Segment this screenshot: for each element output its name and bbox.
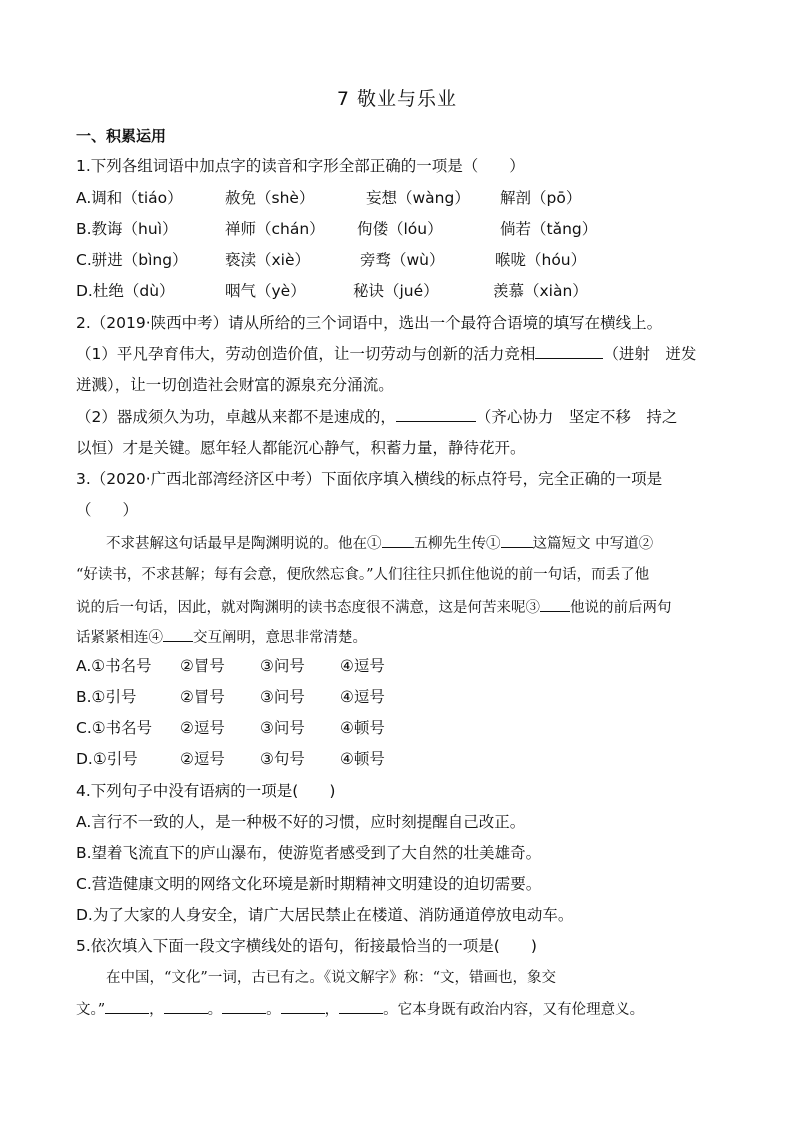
- fill-blank[interactable]: [281, 999, 325, 1014]
- passage-text: 他说的前后两句: [570, 600, 672, 616]
- option-d-2: ②逗号: [180, 750, 225, 768]
- passage-line: [76, 999, 644, 1020]
- question-2-part2-cont: 以恒）才是关键。愿年轻人都能沉心静气，积蓄力量，静待花开。: [76, 439, 526, 457]
- option-b-4: 倘若（tǎng）: [500, 220, 598, 238]
- passage-line: [106, 533, 653, 554]
- passage-text: 说的后一句话，因此，就对陶渊明的读书态度很不满意，这是何苦来呢③: [76, 600, 540, 616]
- question-3-option-b[interactable]: [76, 687, 385, 707]
- option-c-4: 喉咙（hóu）: [495, 251, 587, 269]
- question-4-option-b[interactable]: B.望着飞流直下的庐山瀑布，使游览者感受到了大自然的壮美雄奇。: [76, 844, 542, 862]
- question-2-part2: [76, 407, 677, 427]
- question-3-option-c[interactable]: [76, 718, 385, 738]
- option-a-1: A.调和（tiáo）: [76, 189, 183, 207]
- passage-punct: 。: [266, 1002, 281, 1018]
- passage-line: 在中国，“文化”一词，古已有之。《说文解字》称：“文，错画也，象交: [106, 970, 556, 986]
- question-3-option-a[interactable]: [76, 656, 385, 676]
- question-4-option-d[interactable]: D.为了大家的人身安全，请广大居民禁止在楼道、消防通道停放电动车。: [76, 906, 574, 924]
- option-b-4: ④逗号: [340, 688, 385, 706]
- question-2-part1-choices: （进射 迸发: [603, 345, 697, 363]
- option-c-3: 旁骛（wù）: [360, 251, 445, 269]
- fill-blank[interactable]: [339, 999, 383, 1014]
- question-2-part2-text: （2）器成须久为功，卓越从来都不是速成的，: [76, 408, 396, 426]
- passage-text: 交互阐明，意思非常清楚。: [193, 630, 367, 646]
- passage-line: [76, 597, 672, 618]
- option-d-4: ④顿号: [340, 750, 385, 768]
- lesson-title: 7 敬业与乐业: [336, 88, 458, 110]
- question-1-stem: 1.下列各组词语中加点字的读音和字形全部正确的一项是（ ）: [76, 157, 525, 175]
- option-c-4: ④顿号: [340, 719, 385, 737]
- option-b-3: ③问号: [260, 688, 305, 706]
- question-1-option-c[interactable]: [76, 250, 586, 270]
- question-3-stem: 3.（2020·广西北部湾经济区中考）下面依序填入横线的标点符号，完全正确的一项是: [76, 470, 663, 488]
- option-a-4: 解剖（pō）: [500, 189, 582, 207]
- option-d-3: ③句号: [260, 750, 305, 768]
- option-d-1: D.①引号: [76, 750, 138, 768]
- option-c-1: C.骈进（bìng）: [76, 251, 188, 269]
- section-heading: 一、积累运用: [76, 127, 167, 145]
- question-2-part1-text: （1）平凡孕育伟大，劳动创造价值，让一切劳动与创新的活力竞相: [76, 345, 536, 363]
- option-a-3: ③问号: [260, 657, 305, 675]
- question-2-stem: 2.（2019·陕西中考）请从所给的三个词语中，选出一个最符合语境的填写在横线上。: [76, 314, 663, 332]
- passage-punct: ，: [324, 1002, 340, 1018]
- fill-blank[interactable]: [382, 533, 414, 548]
- option-d-3: 秘诀（jué）: [353, 282, 439, 300]
- passage-text: 。它本身既有政治内容，又有伦理意义。: [383, 1002, 645, 1018]
- fill-blank[interactable]: [501, 533, 533, 548]
- passage-text: 这篇短文 中写道②: [532, 536, 654, 552]
- option-a-2: ②冒号: [180, 657, 225, 675]
- question-2-part2-choices: （齐心协力 坚定不移 持之: [475, 408, 678, 426]
- option-a-1: A.①书名号: [76, 657, 152, 675]
- question-4-option-c[interactable]: C.营造健康文明的网络文化环境是新时期精神文明建设的迫切需要。: [76, 875, 542, 893]
- question-4-stem: 4.下列句子中没有语病的一项是( ): [76, 782, 336, 800]
- option-c-3: ③问号: [260, 719, 305, 737]
- fill-blank[interactable]: [222, 999, 266, 1014]
- option-a-4: ④逗号: [340, 657, 385, 675]
- question-3-answer-bracket: （ ）: [76, 501, 139, 519]
- option-d-2: 咽气（yè）: [225, 282, 306, 300]
- question-2-part1: [76, 344, 696, 364]
- question-3-option-d[interactable]: [76, 749, 385, 769]
- passage-line: [76, 627, 367, 648]
- fill-blank[interactable]: [105, 999, 149, 1014]
- question-2-part1-cont: 迸溅），让一切创造社会财富的源泉充分涌流。: [76, 376, 394, 394]
- fill-blank[interactable]: [396, 407, 476, 422]
- option-c-2: ②逗号: [180, 719, 225, 737]
- passage-text: 文。”: [76, 1002, 106, 1018]
- option-c-2: 亵渎（xiè）: [225, 251, 311, 269]
- question-1-option-d[interactable]: [76, 281, 588, 301]
- passage-text: 话紧紧相连④: [76, 630, 163, 646]
- option-d-4: 羡慕（xiàn）: [493, 282, 588, 300]
- fill-blank[interactable]: [540, 597, 570, 612]
- option-b-1: B.教诲（huì）: [76, 220, 178, 238]
- passage-punct: ，: [149, 1002, 164, 1018]
- passage-line: “好读书，不求甚解；每有会意，便欣然忘食。”人们往往只抓住他说的前一句话，而丢了他: [76, 567, 650, 583]
- passage-text: 五柳先生传①: [413, 536, 501, 552]
- option-d-1: D.杜绝（dù）: [76, 282, 175, 300]
- question-1-option-b[interactable]: [76, 219, 597, 239]
- option-b-2: ②冒号: [180, 688, 225, 706]
- passage-text: 不求甚解这句话最早是陶渊明说的。他在①: [106, 536, 382, 552]
- question-5-stem: 5.依次填入下面一段文字横线处的语句，衔接最恰当的一项是( ): [76, 937, 537, 955]
- fill-blank[interactable]: [164, 999, 208, 1014]
- fill-blank[interactable]: [163, 627, 193, 642]
- fill-blank[interactable]: [535, 344, 603, 359]
- option-a-2: 赦免（shè）: [225, 189, 315, 207]
- option-c-1: C.①书名号: [76, 719, 153, 737]
- option-b-2: 禅师（chán）: [225, 220, 325, 238]
- passage-punct: 。: [207, 1002, 223, 1018]
- question-4-option-a[interactable]: A.言行不一致的人，是一种极不好的习惯，应时刻提醒自己改正。: [76, 813, 526, 831]
- option-a-3: 妄想（wàng）: [366, 189, 470, 207]
- option-b-3: 佝偻（lóu）: [357, 220, 443, 238]
- question-1-option-a[interactable]: [76, 188, 581, 208]
- option-b-1: B.①引号: [76, 688, 137, 706]
